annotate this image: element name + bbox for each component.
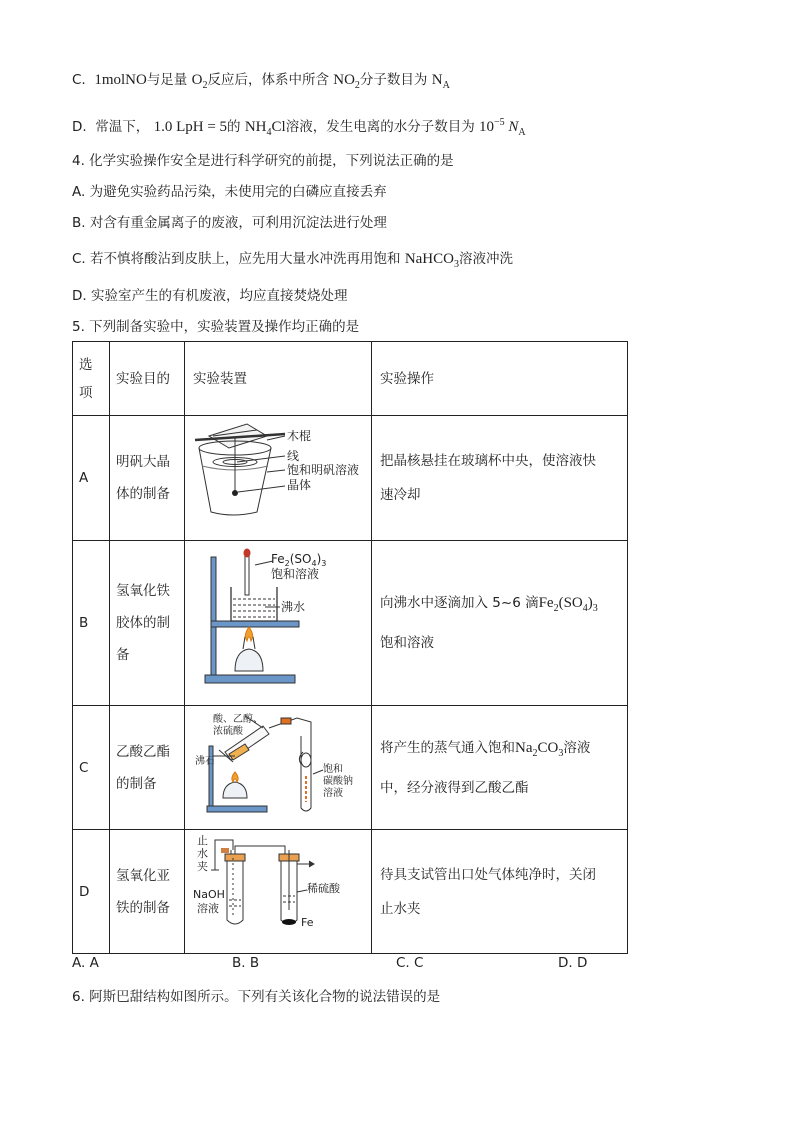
text: 溶液冲洗 (458, 251, 513, 267)
text: 的 (227, 119, 241, 135)
formula: $N_A$ (431, 72, 450, 91)
q4-option-b: B. 对含有重金属离子的废液，可利用沉淀法进行处理 (72, 215, 387, 231)
option-label: D. (72, 119, 87, 135)
row-apparatus (185, 706, 372, 830)
diagram-label: 沸石 (195, 756, 215, 767)
formula: $NH_4Cl$ (244, 119, 286, 138)
row-apparatus (185, 830, 372, 954)
table-header-row (73, 342, 628, 416)
row-purpose: 氢氧化铁 胶体的制 备 (110, 541, 185, 706)
formula: NaHCO$_3$ (404, 251, 459, 270)
row-option: D (73, 830, 110, 954)
diagram-label: $Fe_2(SO_4)_3$ (271, 552, 327, 568)
ferric-hydroxide-colloid-diagram (185, 541, 371, 695)
row-apparatus (185, 541, 372, 706)
row-purpose: 明矾大晶 体的制备 (110, 416, 185, 541)
answer-c[interactable]: C. C (396, 955, 424, 971)
q4-option-d: D. 实验室产生的有机废液，均应直接焚烧处理 (72, 288, 348, 304)
header-operation: 实验操作 (372, 342, 628, 416)
diagram-label: 沸水 (281, 600, 306, 614)
text: 溶液，发生电离的水分子数目为 (285, 119, 475, 135)
q3-option-c (72, 70, 450, 96)
formula: $10^{-5}$ $N_A$ (479, 117, 526, 138)
q3-option-d (72, 113, 526, 143)
table-row (73, 416, 628, 541)
table-row (73, 830, 628, 954)
diagram-label: NaOH (193, 888, 225, 901)
table-row (73, 541, 628, 706)
header-purpose: 实验目的 (110, 342, 185, 416)
diagram-label: 浓硫酸 (213, 726, 243, 737)
diagram-label: 酸、乙醇、 (213, 714, 263, 725)
diagram-label: 线 (287, 449, 300, 463)
row-option: C (73, 706, 110, 830)
question-5: 5. 下列制备实验中，实验装置及操作均正确的是 (72, 319, 360, 335)
diagram-label: 碳酸钠 (323, 776, 353, 787)
row-apparatus (185, 416, 372, 541)
diagram-label: 水 (197, 847, 208, 860)
formula: 1molNO (94, 72, 147, 88)
row-option: B (73, 541, 110, 706)
formula: 1.0 LpH = 5 (153, 119, 228, 135)
diagram-label: 溶液 (323, 788, 343, 799)
ethyl-acetate-diagram (185, 706, 371, 819)
formula: $NO_2$ (333, 72, 360, 91)
row-purpose: 乙酸乙酯 的制备 (110, 706, 185, 830)
row-operation: 向沸水中逐滴加入 5~6 滴$Fe_2(SO_4)_3$ 饱和溶液 (372, 541, 628, 706)
diagram-label: 夹 (197, 860, 208, 873)
text: 分子数目为 (359, 72, 428, 88)
option-label: C. (72, 72, 86, 88)
diagram-label: 溶液 (197, 902, 219, 915)
answer-a[interactable]: A. A (72, 955, 99, 971)
question-4: 4. 化学实验操作安全是进行科学研究的前提，下列说法正确的是 (72, 153, 454, 169)
diagram-label: 晶体 (287, 478, 312, 492)
row-purpose: 氢氧化亚 铁的制备 (110, 830, 185, 954)
row-operation: 把晶核悬挂在玻璃杯中央，使溶液快 速冷却 (372, 416, 628, 541)
q4-option-c (72, 249, 513, 275)
experiment-table (72, 341, 628, 954)
row-operation: 将产生的蒸气通入饱和$Na_2CO_3$溶液 中，经分液得到乙酸乙酯 (372, 706, 628, 830)
diagram-label: 饱和 (323, 764, 343, 775)
row-option: A (73, 416, 110, 541)
text: 反应后，体系中所含 (207, 72, 329, 88)
text: 与足量 (146, 72, 188, 88)
q4-option-a: A. 为避免实验药品污染，未使用完的白磷应直接丢弃 (72, 184, 387, 200)
ferrous-hydroxide-diagram (185, 830, 371, 943)
diagram-label: 饱和明矾溶液 (287, 463, 360, 477)
diagram-label: 木棍 (287, 429, 312, 443)
answer-b[interactable]: B. B (232, 955, 260, 971)
text: C. 若不慎将酸沾到皮肤上，应先用大量水冲洗再用饱和 (72, 251, 401, 267)
table-row (73, 706, 628, 830)
answer-d[interactable]: D. D (558, 955, 588, 971)
crystal-growth-diagram (185, 416, 371, 530)
header-apparatus: 实验装置 (185, 342, 372, 416)
question-6: 6. 阿斯巴甜结构如图所示。下列有关该化合物的说法错误的是 (72, 989, 441, 1005)
diagram-label: 稀硫酸 (307, 882, 340, 895)
header-option: 选 项 (73, 342, 110, 416)
diagram-label: 饱和溶液 (271, 567, 320, 581)
diagram-label: 止 (197, 834, 208, 847)
row-operation: 待具支试管出口处气体纯净时，关闭 止水夹 (372, 830, 628, 954)
text: 常温下， (95, 119, 150, 135)
diagram-label: Fe (301, 916, 314, 929)
formula: $O_2$ (191, 72, 208, 91)
